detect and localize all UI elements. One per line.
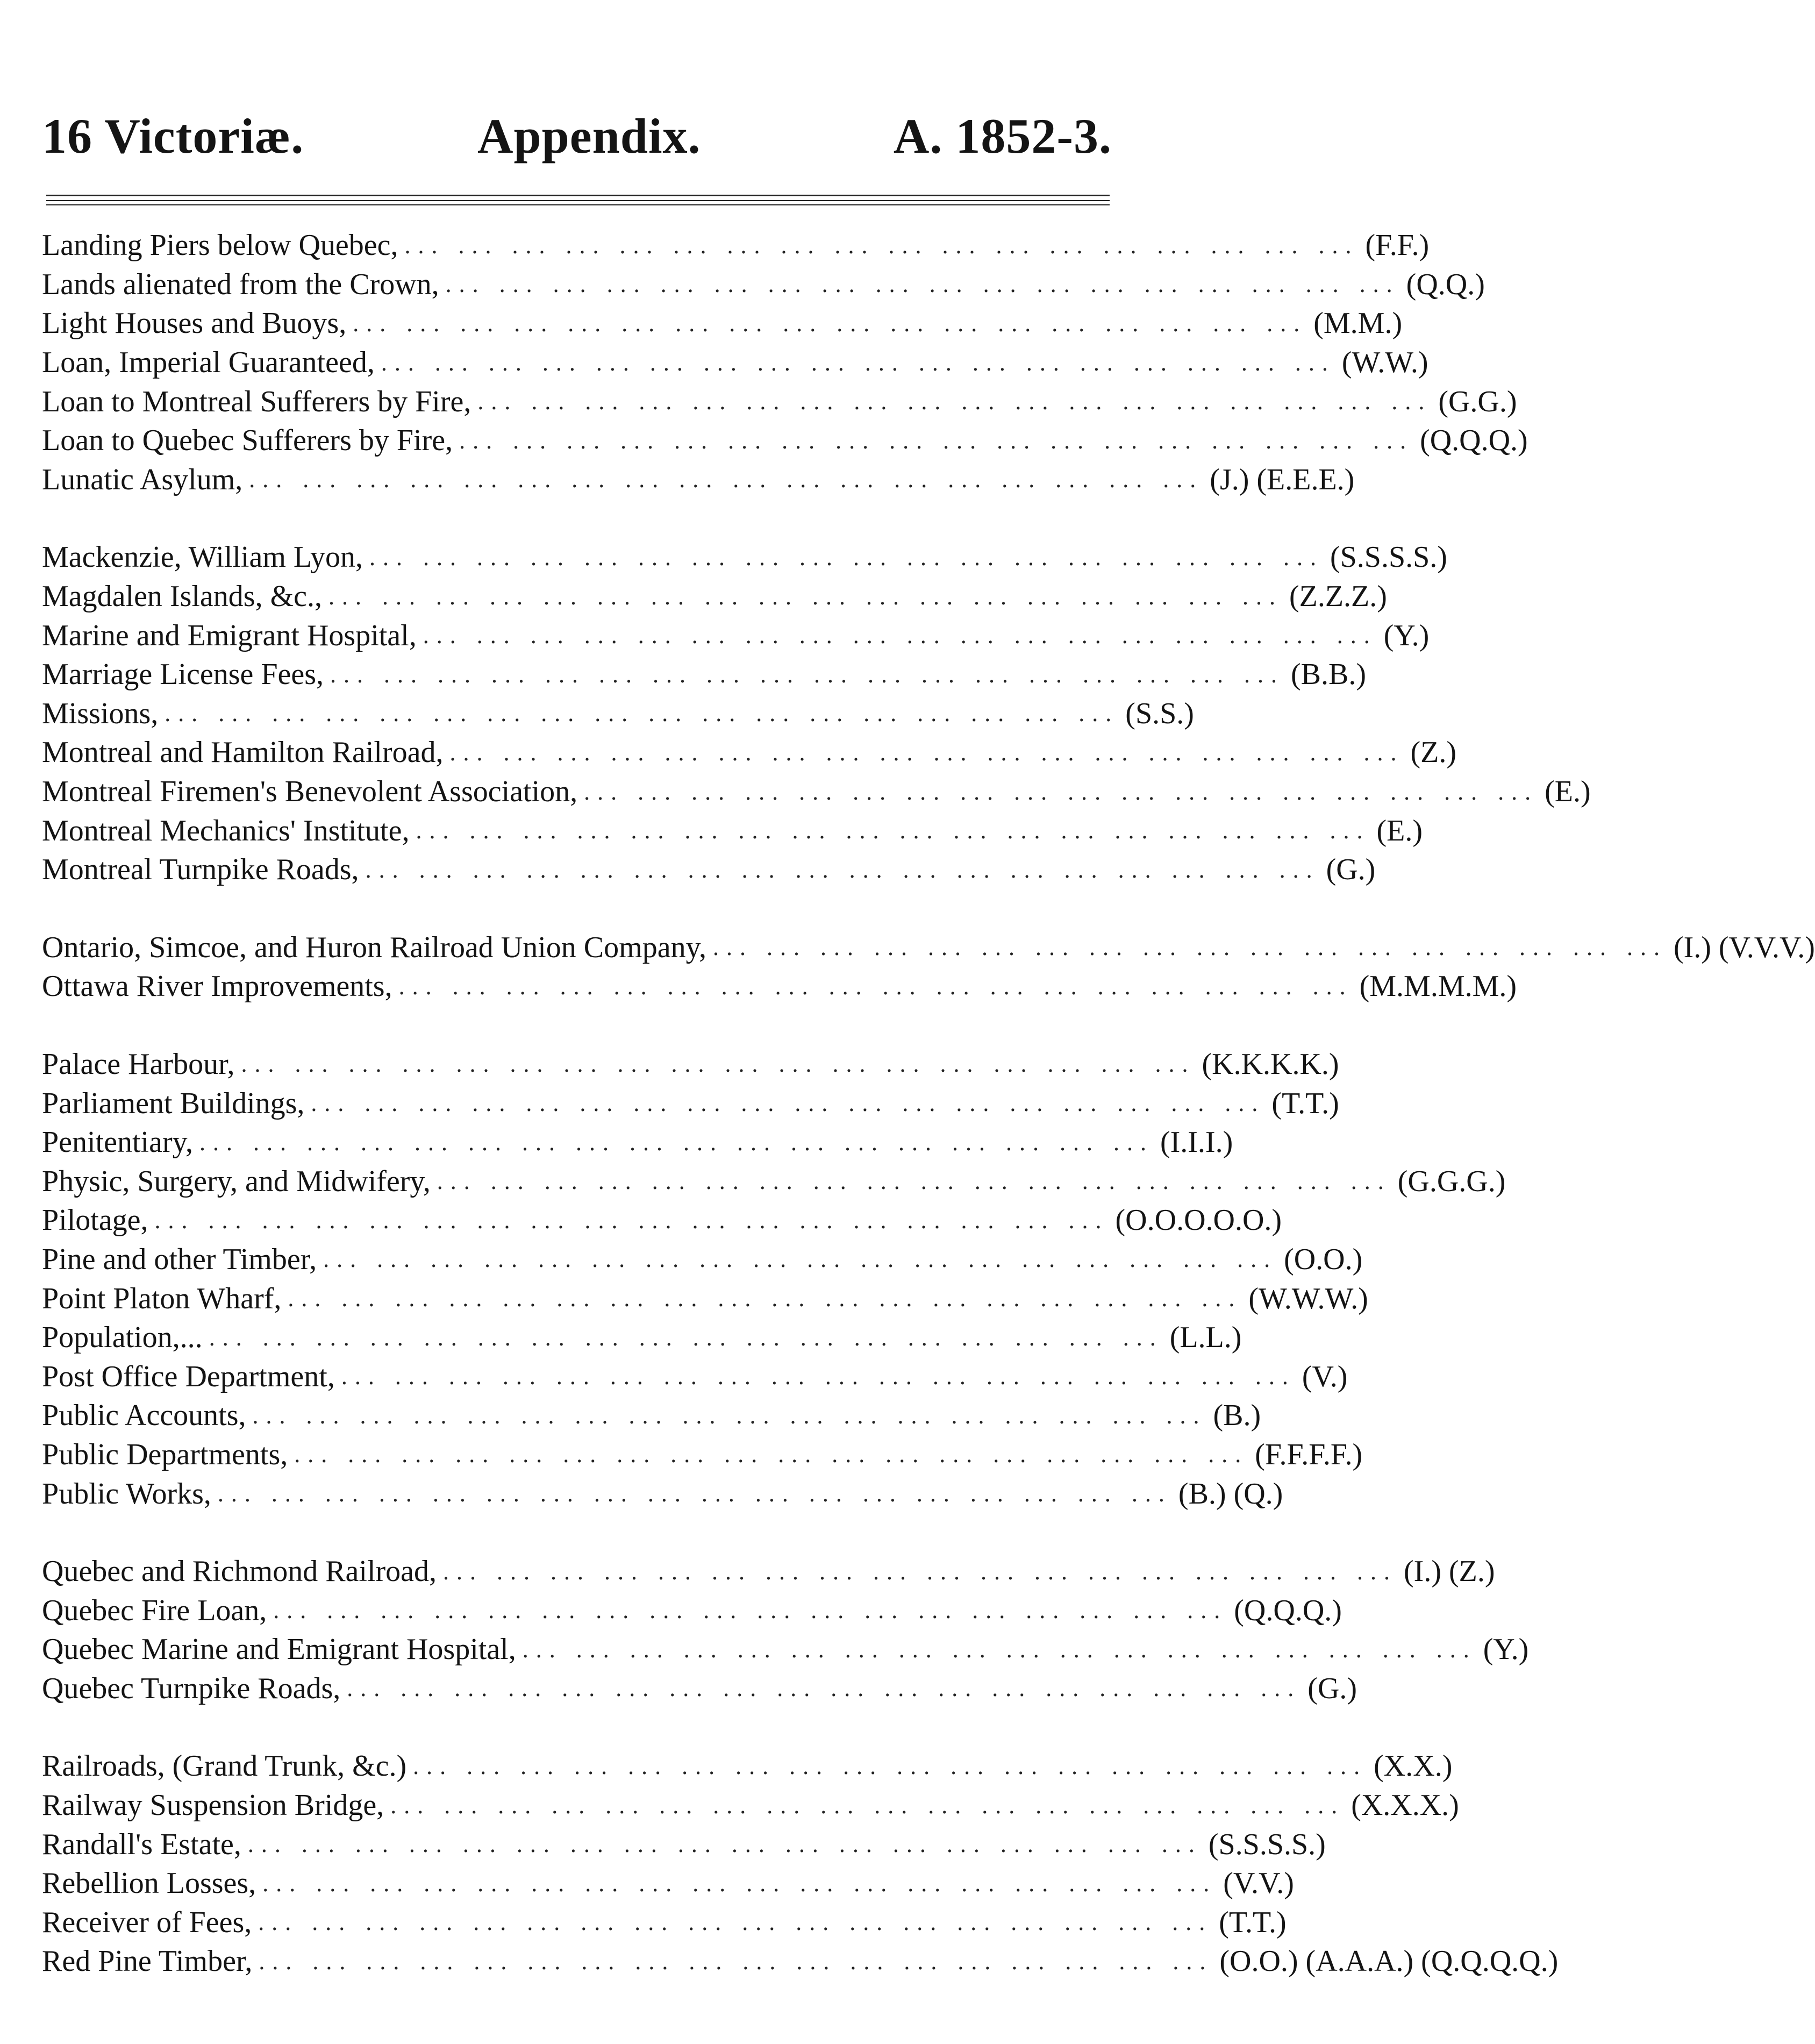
dot-leader: ... ... ... ... ... ... ... ... ... ... ... ... ... ... ... ... ... ... (209, 1324, 1163, 1351)
dot-leader: ... ... ... ... ... ... ... ... ... ... ... ... ... ... ... ... ... ... (437, 1168, 1391, 1195)
entry-label: Marriage License Fees, (42, 658, 324, 692)
dot-leader: ... ... ... ... ... ... ... ... ... ... ... ... ... ... ... ... ... ... (413, 1753, 1368, 1779)
dot-leader: ... ... ... ... ... ... ... ... ... ... ... ... ... ... ... ... ... ... (165, 700, 1119, 727)
index-row (42, 1864, 1294, 1903)
index-row (42, 811, 1423, 850)
header-rule (46, 200, 1110, 201)
index-row (42, 1786, 1459, 1825)
index-group (42, 928, 1815, 1006)
entry-reference: (B.) (Q.) (1178, 1477, 1283, 1511)
entry-label: Quebec Turnpike Roads, (42, 1671, 341, 1705)
entry-label: Mackenzie, William Lyon, (42, 540, 363, 574)
entry-label: Physic, Surgery, and Midwifery, (42, 1164, 431, 1198)
entry-reference: (I.) (V.V.V.) (1673, 930, 1815, 964)
entry-reference: (T.T.) (1271, 1086, 1339, 1120)
index-group (42, 1552, 1529, 1708)
index-row (42, 1162, 1506, 1201)
index-row (42, 1474, 1283, 1513)
dot-leader: ... ... ... ... ... ... ... ... ... ... ... ... ... ... ... ... ... ... (584, 778, 1539, 805)
index-row (42, 655, 1366, 694)
index-row (42, 1747, 1453, 1786)
entry-reference: (G.) (1326, 853, 1376, 887)
dot-leader: ... ... ... ... ... ... ... ... ... ... ... ... ... ... ... ... ... ... (347, 1675, 1302, 1702)
entry-label: Loan, Imperial Guaranteed, (42, 346, 375, 380)
entry-label: Quebec Fire Loan, (42, 1593, 267, 1627)
entry-reference: (O.O.) (1284, 1242, 1363, 1276)
index-row (42, 1084, 1339, 1123)
index-row (42, 967, 1517, 1006)
entry-label: Rebellion Losses, (42, 1867, 256, 1900)
entry-label: Randall's Estate, (42, 1827, 241, 1861)
entry-reference: (G.) (1307, 1671, 1357, 1705)
entry-reference: (O.O.O.O.O.) (1115, 1203, 1282, 1237)
entry-reference: (M.M.M.M.) (1359, 970, 1517, 1003)
dot-leader: ... ... ... ... ... ... ... ... ... ... ... ... ... ... ... ... ... ... (522, 1636, 1477, 1663)
entry-label: Pilotage, (42, 1203, 148, 1237)
entry-label: Palace Harbour, (42, 1047, 235, 1081)
entry-label: Lunatic Asylum, (42, 462, 243, 496)
entry-label: Public Departments, (42, 1437, 288, 1471)
index-row (42, 694, 1194, 733)
dot-leader: ... ... ... ... ... ... ... ... ... ... ... ... ... ... ... ... ... ... (443, 1558, 1398, 1585)
entry-label: Railway Suspension Bridge, (42, 1789, 384, 1822)
entry-reference: (S.S.) (1125, 696, 1194, 730)
dot-leader: ... ... ... ... ... ... ... ... ... ... ... ... ... ... ... ... ... ... (423, 622, 1377, 649)
entry-reference: (Q.Q.Q.) (1420, 424, 1528, 458)
dot-leader: ... ... ... ... ... ... ... ... ... ... ... ... ... ... ... ... ... ... (390, 1792, 1345, 1819)
entry-label: Parliament Buildings, (42, 1086, 305, 1120)
entry-label: Population,... (42, 1321, 203, 1355)
entry-reference: (W.W.) (1341, 346, 1428, 380)
entry-reference: (Y.) (1483, 1633, 1529, 1666)
entry-reference: (X.X.) (1374, 1749, 1453, 1783)
entry-label: Loan to Quebec Sufferers by Fire, (42, 424, 453, 458)
entry-reference: (Q.Q.Q.) (1234, 1593, 1342, 1627)
entry-reference: (E.) (1545, 775, 1591, 809)
index-row (42, 1240, 1363, 1279)
entry-label: Montreal Mechanics' Institute, (42, 814, 410, 847)
dot-leader: ... ... ... ... ... ... ... ... ... ... ... ... ... ... ... ... ... ... (217, 1480, 1172, 1507)
index-row (42, 1552, 1495, 1591)
index-row (42, 1669, 1357, 1708)
dot-leader: ... ... ... ... ... ... ... ... ... ... ... ... ... ... ... ... ... ... (241, 1051, 1196, 1078)
dot-leader: ... ... ... ... ... ... ... ... ... ... ... ... ... ... ... ... ... ... (262, 1870, 1217, 1897)
entry-reference: (I.I.I.) (1160, 1126, 1233, 1159)
entry-reference: (G.G.G.) (1397, 1164, 1506, 1198)
dot-leader: ... ... ... ... ... ... ... ... ... ... ... ... ... ... ... ... ... ... (294, 1441, 1249, 1468)
entry-reference: (F.F.) (1365, 229, 1430, 262)
dot-leader: ... ... ... ... ... ... ... ... ... ... ... ... ... ... ... ... ... ... (445, 271, 1400, 298)
entry-label: Montreal and Hamilton Railroad, (42, 736, 444, 770)
entry-label: Penitentiary, (42, 1126, 193, 1159)
entry-label: Post Office Department, (42, 1359, 335, 1393)
entry-reference: (T.T.) (1219, 1905, 1287, 1939)
entry-reference: (J.) (E.E.E.) (1210, 462, 1355, 496)
entry-reference: (Z.Z.Z.) (1289, 580, 1387, 614)
dot-leader: ... ... ... ... ... ... ... ... ... ... ... ... ... ... ... ... ... ... (369, 544, 1324, 571)
entry-label: Ontario, Simcoe, and Huron Railroad Union Company, (42, 930, 706, 964)
header-rule (46, 195, 1110, 196)
entry-label: Receiver of Fees, (42, 1905, 252, 1939)
entry-label: Montreal Firemen's Benevolent Association, (42, 775, 578, 809)
entry-reference: (Q.Q.) (1406, 267, 1485, 301)
entry-label: Montreal Turnpike Roads, (42, 853, 359, 887)
index-row (42, 928, 1815, 967)
entry-reference: (Z.) (1410, 736, 1456, 770)
entry-label: Landing Piers below Quebec, (42, 229, 398, 262)
header-rule (46, 204, 1110, 205)
dot-leader: ... ... ... ... ... ... ... ... ... ... ... ... ... ... ... ... ... ... (365, 856, 1320, 883)
index-group (42, 538, 1591, 889)
index-row (42, 577, 1387, 616)
entry-reference: (O.O.) (A.A.A.) (Q.Q.Q.Q.) (1219, 1945, 1559, 1978)
index-row (42, 733, 1456, 772)
entry-reference: (Y.) (1383, 618, 1430, 652)
entry-label: Lands alienated from the Crown, (42, 267, 439, 301)
dot-leader: ... ... ... ... ... ... ... ... ... ... ... ... ... ... ... ... ... ... (273, 1597, 1228, 1624)
index-row (42, 1201, 1282, 1240)
entry-reference: (E.) (1376, 814, 1423, 847)
dot-leader: ... ... ... ... ... ... ... ... ... ... ... ... ... ... ... ... ... ... (404, 232, 1359, 259)
entry-label: Pine and other Timber, (42, 1242, 317, 1276)
dot-leader: ... ... ... ... ... ... ... ... ... ... ... ... ... ... ... ... ... ... (247, 1831, 1202, 1858)
index-row (42, 850, 1376, 889)
index-row (42, 1318, 1242, 1357)
dot-leader: ... ... ... ... ... ... ... ... ... ... ... ... ... ... ... ... ... ... (311, 1090, 1266, 1117)
dot-leader: ... ... ... ... ... ... ... ... ... ... ... ... ... ... ... ... ... ... (398, 973, 1353, 1000)
dot-leader: ... ... ... ... ... ... ... ... ... ... ... ... ... ... ... ... ... ... (459, 427, 1414, 454)
header-title: Appendix. (477, 109, 701, 163)
index-row (42, 421, 1528, 460)
index-row (42, 772, 1591, 811)
entry-label: Loan to Montreal Sufferers by Fire, (42, 384, 471, 418)
dot-leader: ... ... ... ... ... ... ... ... ... ... ... ... ... ... ... ... ... ... (288, 1285, 1242, 1312)
index-group (42, 226, 1528, 499)
index-group (42, 1747, 1559, 1981)
entry-reference: (X.X.X.) (1351, 1789, 1459, 1822)
entry-label: Red Pine Timber, (42, 1945, 253, 1978)
dot-leader: ... ... ... ... ... ... ... ... ... ... ... ... ... ... ... ... ... ... (249, 466, 1204, 493)
index-entries (42, 226, 1815, 2020)
index-row (42, 538, 1447, 577)
dot-leader: ... ... ... ... ... ... ... ... ... ... ... ... ... ... ... ... ... ... (199, 1129, 1154, 1156)
entry-reference: (B.B.) (1291, 658, 1366, 692)
index-row (42, 1942, 1559, 1981)
entry-label: Missions, (42, 696, 159, 730)
dot-leader: ... ... ... ... ... ... ... ... ... ... ... ... ... ... ... ... ... ... (252, 1402, 1207, 1429)
dot-leader: ... ... ... ... ... ... ... ... ... ... ... ... ... ... ... ... ... ... (154, 1207, 1109, 1234)
dot-leader: ... ... ... ... ... ... ... ... ... ... ... ... ... ... ... ... ... ... (353, 310, 1307, 337)
entry-label: Point Platon Wharf, (42, 1281, 282, 1315)
entry-reference: (V.) (1302, 1359, 1348, 1393)
dot-leader: ... ... ... ... ... ... ... ... ... ... ... ... ... ... ... ... ... ... (449, 739, 1404, 766)
index-row (42, 1123, 1233, 1162)
index-row (42, 1435, 1363, 1475)
index-group (42, 1045, 1506, 1513)
entry-reference: (M.M.) (1313, 307, 1403, 340)
index-row (42, 1279, 1368, 1318)
entry-label: Marine and Emigrant Hospital, (42, 618, 417, 652)
index-row (42, 382, 1517, 421)
entry-reference: (V.V.) (1223, 1867, 1294, 1900)
entry-reference: (I.) (Z.) (1404, 1555, 1495, 1589)
dot-leader: ... ... ... ... ... ... ... ... ... ... ... ... ... ... ... ... ... ... (328, 583, 1283, 610)
entry-label: Public Accounts, (42, 1399, 246, 1433)
dot-leader: ... ... ... ... ... ... ... ... ... ... ... ... ... ... ... ... ... ... (712, 934, 1667, 961)
index-row (42, 1357, 1348, 1396)
index-row (42, 265, 1485, 304)
entry-label: Magdalen Islands, &c., (42, 580, 322, 614)
dot-leader: ... ... ... ... ... ... ... ... ... ... ... ... ... ... ... ... ... ... (477, 388, 1432, 415)
entry-label: Quebec and Richmond Railroad, (42, 1555, 437, 1589)
dot-leader: ... ... ... ... ... ... ... ... ... ... ... ... ... ... ... ... ... ... (330, 661, 1284, 688)
entry-reference: (F.F.F.F.) (1255, 1437, 1363, 1471)
dot-leader: ... ... ... ... ... ... ... ... ... ... ... ... ... ... ... ... ... ... (381, 349, 1335, 376)
index-row (42, 460, 1355, 500)
entry-label: Public Works, (42, 1477, 211, 1511)
dot-leader: ... ... ... ... ... ... ... ... ... ... ... ... ... ... ... ... ... ... (416, 817, 1370, 844)
entry-reference: (S.S.S.S.) (1330, 540, 1447, 574)
index-row (42, 1045, 1339, 1084)
entry-reference: (G.G.) (1438, 384, 1517, 418)
dot-leader: ... ... ... ... ... ... ... ... ... ... ... ... ... ... ... ... ... ... (258, 1909, 1213, 1936)
index-row (42, 343, 1428, 382)
dot-leader: ... ... ... ... ... ... ... ... ... ... ... ... ... ... ... ... ... ... (323, 1246, 1278, 1273)
document-page (42, 0, 1815, 2044)
index-row (42, 1591, 1342, 1630)
index-row (42, 304, 1403, 343)
index-row (42, 1903, 1287, 1942)
entry-reference: (B.) (1213, 1399, 1261, 1433)
header-session: 16 Victoriæ. (42, 109, 304, 163)
entry-reference: (W.W.W.) (1248, 1281, 1368, 1315)
index-row (42, 616, 1430, 655)
entry-label: Quebec Marine and Emigrant Hospital, (42, 1633, 516, 1666)
index-row (42, 1630, 1529, 1669)
entry-reference: (L.L.) (1169, 1321, 1242, 1355)
entry-label: Light Houses and Buoys, (42, 307, 347, 340)
entry-reference: (S.S.S.S.) (1208, 1827, 1326, 1861)
page-header (42, 108, 1112, 172)
header-year: A. 1852-3. (893, 109, 1112, 163)
entry-label: Ottawa River Improvements, (42, 970, 392, 1003)
dot-leader: ... ... ... ... ... ... ... ... ... ... ... ... ... ... ... ... ... ... (259, 1948, 1213, 1975)
index-row (42, 1396, 1261, 1435)
dot-leader: ... ... ... ... ... ... ... ... ... ... ... ... ... ... ... ... ... ... (341, 1363, 1296, 1390)
index-row (42, 1825, 1326, 1864)
entry-label: Railroads, (Grand Trunk, &c.) (42, 1749, 407, 1783)
index-row (42, 226, 1430, 265)
entry-reference: (K.K.K.K.) (1202, 1047, 1339, 1081)
